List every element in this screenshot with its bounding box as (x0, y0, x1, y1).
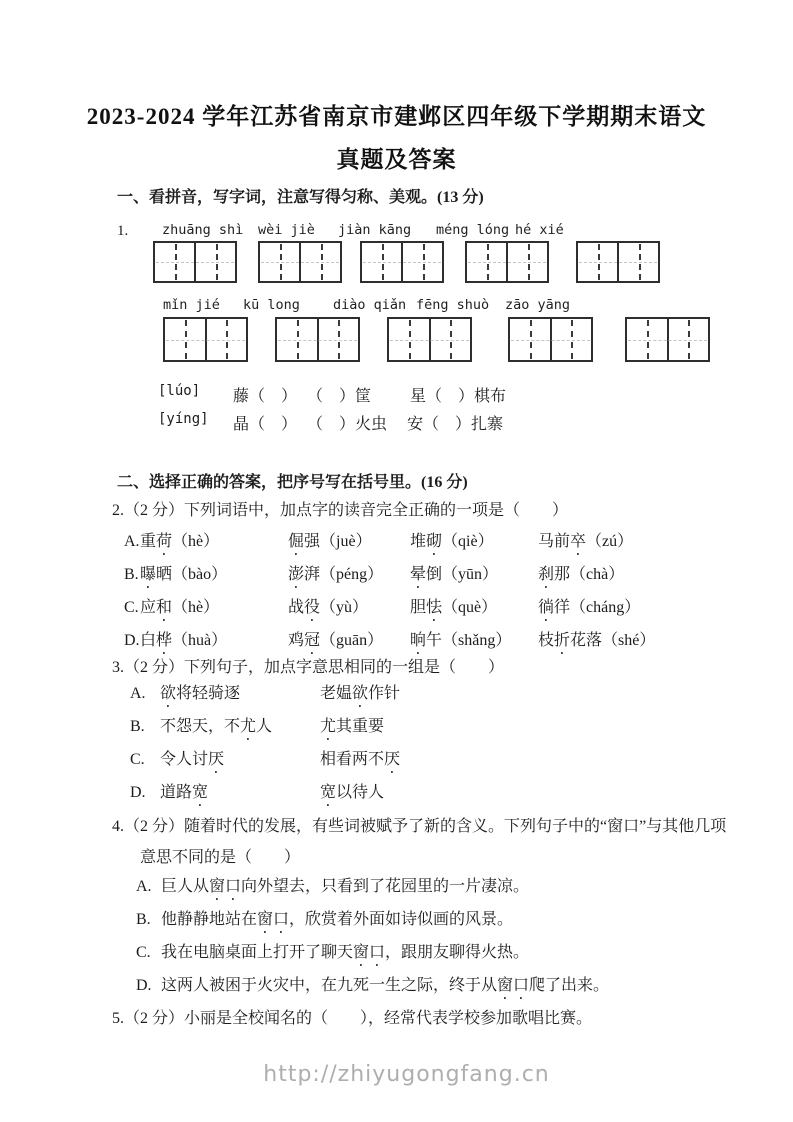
question1-number: 1. (117, 223, 129, 239)
section-one-heading: 一、看拼音，写字词，注意写得匀称、美观。(13 分) (117, 189, 484, 206)
grid-cell (165, 319, 205, 360)
pinyin-word: zāo yāng (505, 297, 571, 313)
option-item: 宽以待人 (320, 784, 385, 801)
grid-cell (205, 319, 247, 360)
pinyin-word: diào qiǎn (333, 297, 407, 313)
grid-cell (429, 319, 471, 360)
grid-cell (617, 243, 658, 281)
option-item: 鸡冠（guān） (288, 632, 384, 649)
grid-cell (578, 243, 617, 281)
option-row-b (124, 559, 655, 592)
grid-cell (299, 243, 340, 281)
option-label: D. (130, 784, 146, 801)
writing-grid-row-1 (0, 241, 793, 283)
option-row-a (136, 871, 609, 904)
option-item: 枝折花落（shé） (538, 632, 656, 649)
option-item: 欲将轻骑逐 (160, 685, 241, 702)
question2-options (124, 526, 655, 658)
fill-blank-item: 安（ ）扎寨 (407, 416, 504, 433)
bracket-pinyin: [yíng] (158, 411, 209, 427)
option-label: C. (130, 751, 145, 768)
option-row-c (136, 937, 609, 970)
pinyin-word: hé xié (515, 222, 564, 238)
grid-cell (260, 243, 299, 281)
tianzige-grid (465, 241, 549, 283)
grid-cell (155, 243, 194, 281)
pinyin-word: wèi jiè (258, 222, 315, 238)
option-item: 胆怯（què） (410, 599, 498, 616)
pinyin-row-2 (0, 297, 793, 315)
grid-cell (277, 319, 317, 360)
option-item: 倔强（juè） (288, 533, 372, 550)
question5-stem: 5.（2 分）小丽是全校闻名的（ ），经常代表学校参加歌唱比赛。 (112, 1010, 593, 1027)
option-label: B. (130, 718, 145, 735)
question3-options (130, 678, 400, 810)
fill-blank-item: （ ）火虫 (307, 416, 388, 433)
option-label: C. (136, 944, 151, 961)
question4-stem-line1: 4.（2 分）随着时代的发展，有些词被赋予了新的含义。下列句子中的“窗口”与其他几项 (112, 818, 727, 835)
option-row-a (130, 678, 400, 711)
pinyin-word: zhuāng shì (162, 222, 244, 238)
option-item: 堆砌（qiè） (410, 533, 494, 550)
option-item: 不怨天，不尤人 (160, 718, 273, 735)
pinyin-word: méng lóng (436, 222, 510, 238)
grid-cell (401, 243, 442, 281)
grid-cell (510, 319, 550, 360)
option-label: A. (136, 878, 152, 895)
grid-cell (317, 319, 359, 360)
option-item: 徜徉（cháng） (538, 599, 641, 616)
pinyin-word: mǐn jié (163, 297, 220, 313)
question3-stem: 3.（2 分）下列句子，加点字意思相同的一组是（ ） (112, 659, 505, 676)
fill-blank-item: 藤（ ） (233, 388, 298, 405)
writing-grid-row-2 (0, 317, 793, 362)
option-label: B. (136, 911, 151, 928)
option-item: 尤其重要 (320, 718, 385, 735)
option-row-b (136, 904, 609, 937)
pinyin-word: kū long (243, 297, 300, 313)
question4-stem-line2: 意思不同的是（ ） (140, 849, 301, 866)
grid-cell (194, 243, 235, 281)
option-text: 我在电脑桌面上打开了聊天窗口，跟朋友聊得火热。 (161, 944, 530, 961)
page-title-line2: 真题及答案 (336, 147, 457, 172)
option-row-c (124, 592, 655, 625)
fill-blank-item: （ ）筐 (307, 388, 372, 405)
option-label: A. (124, 533, 140, 550)
fill-blank-row-2 (0, 411, 793, 431)
option-row-c (130, 744, 400, 777)
section-two-heading: 二、选择正确的答案，把序号写在括号里。(16 分) (117, 474, 468, 491)
option-text: 巨人从窗口向外望去，只看到了花园里的一片凄凉。 (161, 878, 530, 895)
tianzige-grid (360, 241, 444, 283)
option-row-d (130, 777, 400, 810)
option-label: D. (124, 632, 140, 649)
option-label: C. (124, 599, 139, 616)
option-text: 他静静地站在窗口，欣赏着外面如诗似画的风景。 (161, 911, 514, 928)
option-label: A. (130, 685, 146, 702)
option-label: D. (136, 977, 152, 994)
fill-blank-item: 星（ ）棋布 (410, 388, 507, 405)
grid-cell (389, 319, 429, 360)
pinyin-word: fēng shuò (416, 297, 490, 313)
pinyin-row-1 (0, 222, 793, 240)
option-text: 这两人被困于火灾中，在九死一生之际，终于从窗口爬了出来。 (161, 977, 610, 994)
tianzige-grid (508, 317, 593, 362)
option-item: 令人讨厌 (160, 751, 225, 768)
tianzige-grid (163, 317, 248, 362)
grid-cell (667, 319, 709, 360)
option-item: 战役（yù） (288, 599, 369, 616)
option-item: 白桦（huà） (140, 632, 228, 649)
grid-cell (467, 243, 506, 281)
option-item: 老媪欲作针 (320, 685, 401, 702)
grid-cell (506, 243, 547, 281)
option-item: 马前卒（zú） (538, 533, 634, 550)
tianzige-grid (576, 241, 660, 283)
grid-cell (550, 319, 592, 360)
option-row-d (136, 970, 609, 1003)
tianzige-grid (625, 317, 710, 362)
tianzige-grid (258, 241, 342, 283)
tianzige-grid (153, 241, 237, 283)
fill-blank-row-1 (0, 383, 793, 403)
option-item: 曝晒（bào） (140, 566, 228, 583)
option-item: 重荷（hè） (140, 533, 220, 550)
tianzige-grid (387, 317, 472, 362)
pinyin-word: jiàn kāng (338, 222, 412, 238)
fill-blank-item: 晶（ ） (233, 416, 298, 433)
option-row-d (124, 625, 655, 658)
bracket-pinyin: [lúo] (158, 383, 201, 399)
question4-options (136, 871, 609, 1003)
option-item: 刹那（chà） (538, 566, 625, 583)
option-label: B. (124, 566, 139, 583)
question2-stem: 2.（2 分）下列词语中，加点字的读音完全正确的一项是（ ） (112, 502, 569, 519)
option-item: 澎湃（péng） (288, 566, 384, 583)
page-title-line1: 2023-2024 学年江苏省南京市建邺区四年级下学期期末语文 (86, 104, 707, 129)
grid-cell (627, 319, 667, 360)
option-row-a (124, 526, 655, 559)
tianzige-grid (275, 317, 360, 362)
option-item: 晌午（shǎng） (410, 632, 512, 649)
option-item: 应和（hè） (140, 599, 220, 616)
option-item: 晕倒（yūn） (410, 566, 499, 583)
grid-cell (362, 243, 401, 281)
option-row-b (130, 711, 400, 744)
watermark-url: http://zhiyugongfang.cn (263, 1062, 550, 1087)
option-item: 道路宽 (160, 784, 209, 801)
option-item: 相看两不厌 (320, 751, 401, 768)
